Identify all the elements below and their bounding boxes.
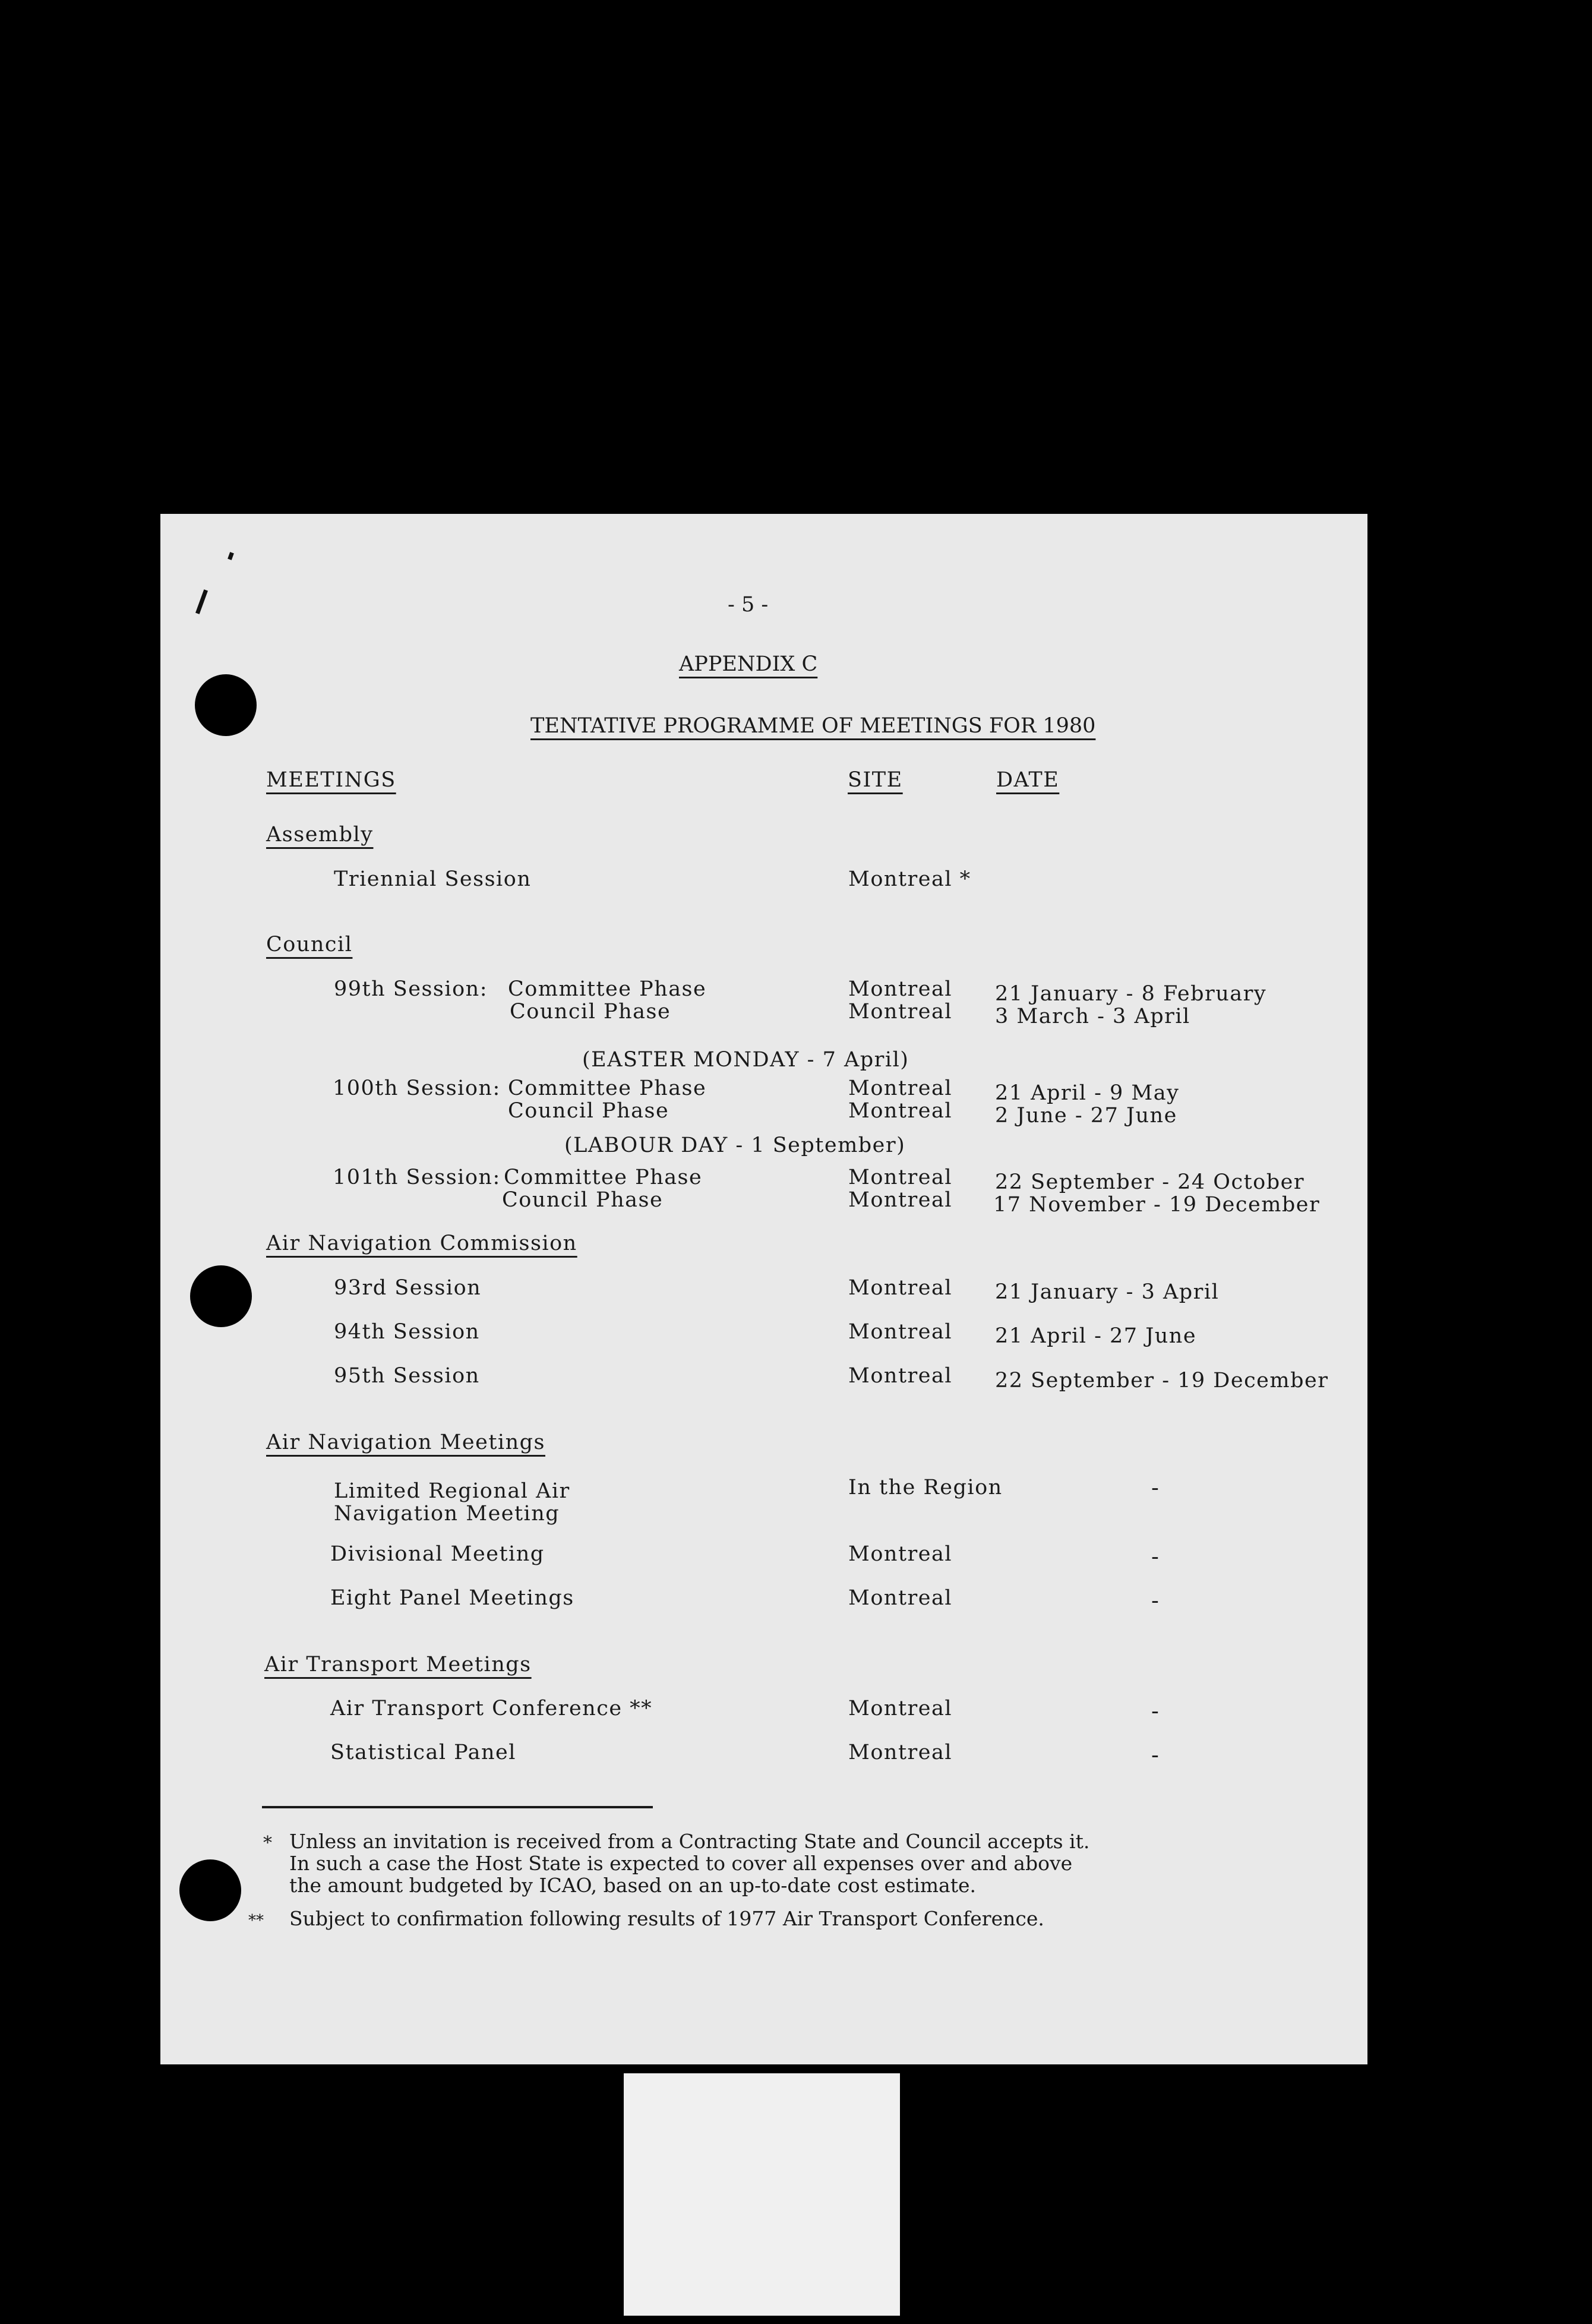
- meeting-name: Air Transport Conference **: [330, 1697, 653, 1720]
- session-label: 99th Session:: [334, 977, 488, 1001]
- meeting-date: 21 January - 3 April: [995, 1280, 1220, 1304]
- meeting-site: Montreal: [848, 1320, 953, 1344]
- meeting-date: 21 April - 27 June: [995, 1324, 1197, 1348]
- section-heading-assembly: Assembly: [266, 823, 374, 847]
- meeting-date: 2 June - 27 June: [995, 1104, 1177, 1128]
- meeting-date: 22 September - 24 October: [995, 1170, 1305, 1194]
- meeting-name: Eight Panel Meetings: [330, 1586, 574, 1610]
- meeting-site: Montreal: [848, 1542, 953, 1566]
- phase-name: Committee Phase: [508, 1076, 707, 1100]
- meeting-date: -: [1151, 1543, 1159, 1570]
- meeting-date: 21 January - 8 February: [995, 982, 1267, 1006]
- meeting-site: Montreal: [848, 1276, 953, 1300]
- phase-name: Council Phase: [502, 1188, 664, 1212]
- footnote-marker: **: [248, 1912, 264, 1930]
- holiday-note: (EASTER MONDAY - 7 April): [582, 1048, 909, 1072]
- meeting-name: 93rd Session: [334, 1276, 482, 1300]
- meeting-name: 94th Session: [334, 1320, 480, 1344]
- footnote-text: Unless an invitation is received from a Contracting State and Council accepts it.: [289, 1830, 1090, 1853]
- phase-name: Council Phase: [508, 1099, 669, 1123]
- meeting-name: Divisional Meeting: [330, 1542, 545, 1566]
- footnote-text: the amount budgeted by ICAO, based on an up-to-date cost estimate.: [289, 1874, 977, 1897]
- meeting-date: -: [1151, 1474, 1159, 1501]
- meeting-site: Montreal: [848, 977, 953, 1001]
- meeting-name: Limited Regional Air: [334, 1479, 570, 1503]
- meeting-date: -: [1151, 1742, 1159, 1768]
- meeting-site: Montreal: [848, 1099, 953, 1123]
- phase-name: Committee Phase: [508, 977, 707, 1001]
- appendix-title: APPENDIX C: [679, 652, 818, 676]
- holiday-note: (LABOUR DAY - 1 September): [564, 1133, 906, 1157]
- meeting-name: Navigation Meeting: [334, 1502, 560, 1526]
- footnote-text: In such a case the Host State is expected to cover all expenses over and above: [289, 1852, 1073, 1875]
- header-meetings: MEETINGS: [266, 768, 396, 792]
- meeting-site: Montreal: [848, 1076, 953, 1100]
- paper-slip: [624, 2073, 900, 2316]
- header-date: DATE: [996, 768, 1060, 792]
- page-number: - 5 -: [728, 593, 769, 617]
- meeting-site: Montreal *: [848, 867, 971, 891]
- meeting-site: Montreal: [848, 1364, 953, 1388]
- header-site: SITE: [848, 768, 903, 792]
- footnote-marker: *: [263, 1833, 272, 1853]
- section-heading-council: Council: [266, 933, 353, 956]
- meeting-date: 3 March - 3 April: [995, 1005, 1190, 1028]
- punch-hole-bottom: [179, 1859, 241, 1921]
- meeting-site: Montreal: [848, 1741, 953, 1764]
- phase-name: Committee Phase: [504, 1166, 703, 1189]
- session-label: 100th Session:: [333, 1076, 501, 1100]
- footnote-rule: [262, 1806, 653, 1808]
- section-heading-atm: Air Transport Meetings: [264, 1653, 532, 1676]
- section-heading-anm: Air Navigation Meetings: [266, 1431, 545, 1454]
- punch-hole-middle: [190, 1265, 252, 1327]
- meeting-date: -: [1151, 1698, 1159, 1724]
- meeting-name: Triennial Session: [334, 867, 532, 891]
- meeting-site: Montreal: [848, 1166, 953, 1189]
- meeting-date: 21 April - 9 May: [995, 1081, 1180, 1105]
- section-heading-anc: Air Navigation Commission: [266, 1232, 577, 1255]
- meeting-site: In the Region: [848, 1476, 1003, 1499]
- meeting-site: Montreal: [848, 1188, 953, 1212]
- meeting-site: Montreal: [848, 1697, 953, 1720]
- meeting-date: -: [1151, 1587, 1159, 1613]
- meeting-site: Montreal: [848, 1586, 953, 1610]
- meeting-name: 95th Session: [334, 1364, 480, 1388]
- footnote-text: Subject to confirmation following results of 1977 Air Transport Conference.: [289, 1907, 1044, 1930]
- punch-hole-top: [195, 674, 257, 736]
- meeting-name: Statistical Panel: [330, 1741, 516, 1764]
- meeting-date: 17 November - 19 December: [993, 1193, 1321, 1217]
- phase-name: Council Phase: [510, 1000, 671, 1024]
- document-title: TENTATIVE PROGRAMME OF MEETINGS FOR 1980: [530, 714, 1096, 738]
- meeting-date: 22 September - 19 December: [995, 1369, 1329, 1392]
- meeting-site: Montreal: [848, 1000, 953, 1024]
- session-label: 101th Session:: [333, 1166, 501, 1189]
